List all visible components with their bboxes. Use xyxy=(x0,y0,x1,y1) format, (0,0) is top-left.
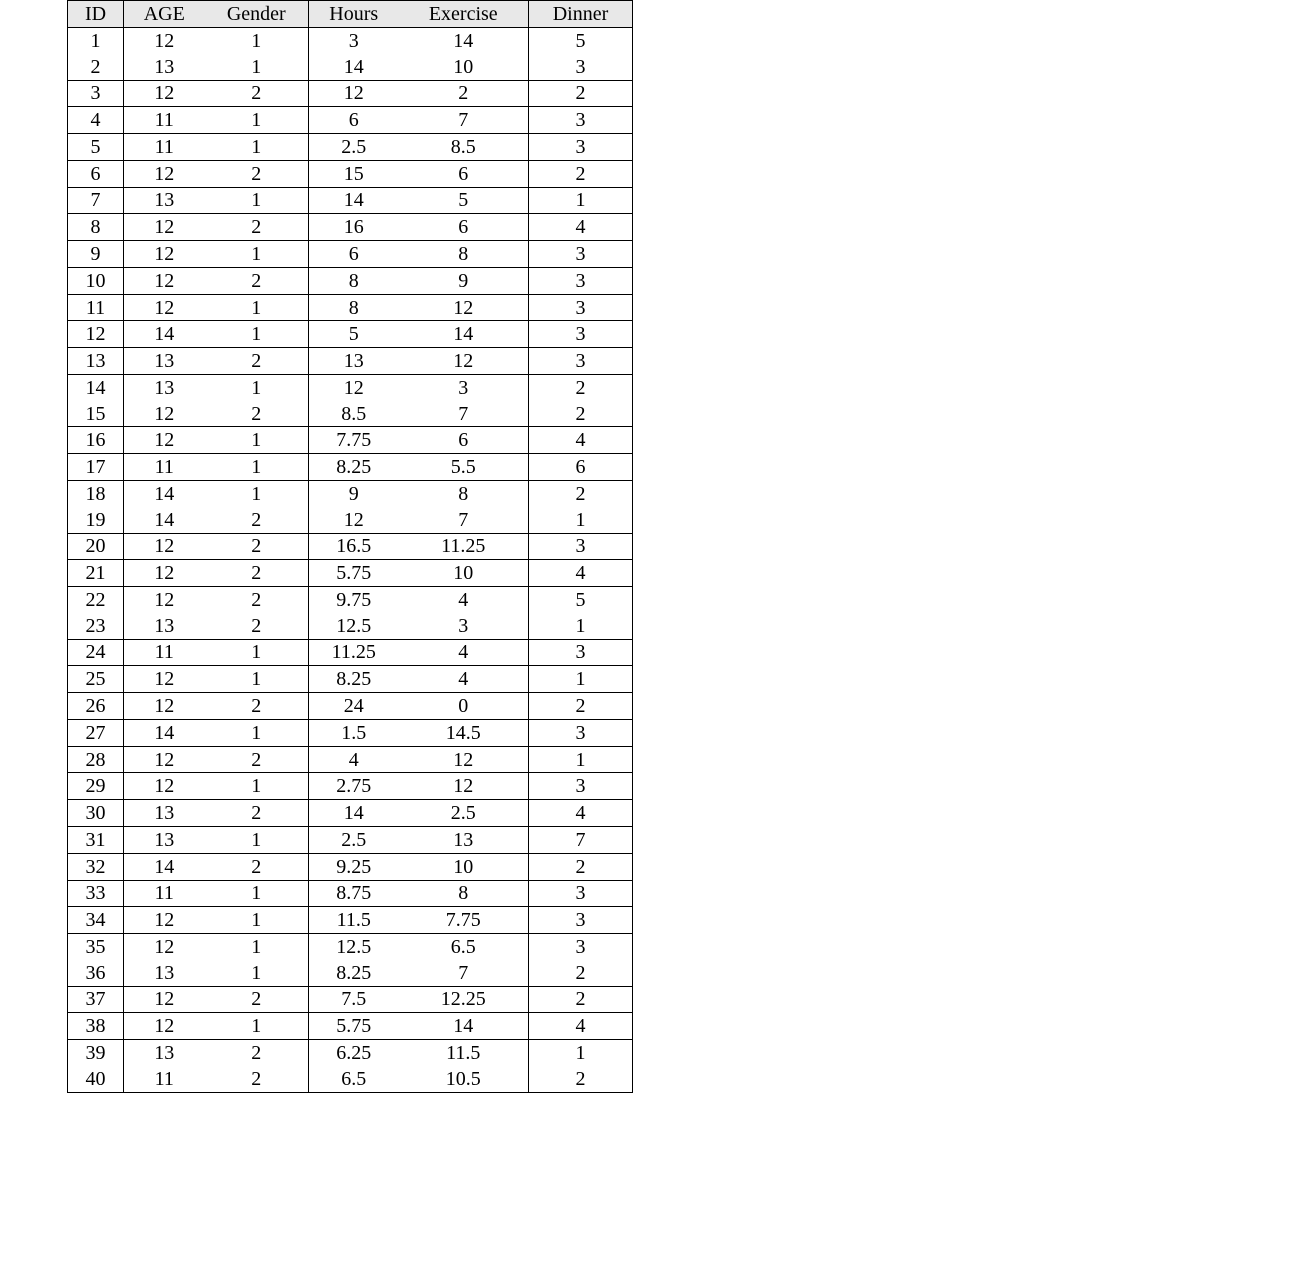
data-table xyxy=(67,0,633,1093)
cell-gender: 2 xyxy=(205,986,309,1013)
cell-dinner: 3 xyxy=(529,934,633,960)
cell-hours: 12.5 xyxy=(309,613,399,639)
cell-dinner: 3 xyxy=(529,719,633,746)
cell-gender: 1 xyxy=(205,134,309,161)
cell-exercise: 5.5 xyxy=(399,454,529,481)
cell-age: 14 xyxy=(124,719,205,746)
cell-dinner: 2 xyxy=(529,986,633,1013)
cell-id: 7 xyxy=(68,187,124,214)
table-header xyxy=(68,1,633,28)
cell-hours: 16 xyxy=(309,214,399,241)
cell-exercise: 3 xyxy=(399,613,529,639)
cell-hours: 8.25 xyxy=(309,960,399,986)
cell-id: 33 xyxy=(68,880,124,907)
table-row xyxy=(68,1040,633,1066)
cell-exercise: 14.5 xyxy=(399,719,529,746)
cell-exercise: 10 xyxy=(399,853,529,880)
cell-dinner: 2 xyxy=(529,853,633,880)
cell-dinner: 2 xyxy=(529,1066,633,1092)
table-row xyxy=(68,907,633,934)
cell-gender: 2 xyxy=(205,853,309,880)
cell-age: 12 xyxy=(124,693,205,720)
column-header-hours: Hours xyxy=(309,1,399,28)
cell-exercise: 10 xyxy=(399,560,529,587)
cell-gender: 1 xyxy=(205,294,309,321)
table-row xyxy=(68,481,633,507)
cell-exercise: 6 xyxy=(399,160,529,187)
cell-exercise: 8 xyxy=(399,481,529,507)
cell-age: 14 xyxy=(124,853,205,880)
table-row xyxy=(68,666,633,693)
cell-dinner: 3 xyxy=(529,107,633,134)
cell-hours: 24 xyxy=(309,693,399,720)
table-row xyxy=(68,746,633,773)
cell-exercise: 12.25 xyxy=(399,986,529,1013)
cell-gender: 1 xyxy=(205,719,309,746)
cell-hours: 9.75 xyxy=(336,588,372,611)
cell-dinner: 3 xyxy=(529,267,633,294)
table-row xyxy=(68,294,633,321)
table-row xyxy=(68,800,633,827)
cell-dinner: 3 xyxy=(529,54,633,80)
table-row xyxy=(68,560,633,587)
cell-hours: 2.75 xyxy=(309,773,399,800)
cell-dinner: 2 xyxy=(529,374,633,400)
table-row xyxy=(68,773,633,800)
cell-hours: 9 xyxy=(348,482,359,505)
table-row xyxy=(68,826,633,853)
cell-age: 14 xyxy=(124,507,205,533)
cell-age: 12 xyxy=(124,267,205,294)
table-row xyxy=(68,267,633,294)
cell-hours: 2.5 xyxy=(309,134,399,161)
table-row xyxy=(68,613,633,639)
cell-id: 8 xyxy=(68,214,124,241)
cell-age: 12 xyxy=(154,588,175,611)
table-row xyxy=(68,321,633,348)
cell-hours: 3 xyxy=(348,29,359,52)
cell-dinner: 3 xyxy=(529,639,633,666)
column-header-age: AGE xyxy=(124,1,205,28)
cell-exercise: 7 xyxy=(399,507,529,533)
cell-gender: 1 xyxy=(205,481,309,507)
cell-dinner: 4 xyxy=(529,560,633,587)
cell-gender: 2 xyxy=(205,80,309,107)
cell-gender: 1 xyxy=(205,1013,309,1040)
cell-hours: 11.5 xyxy=(309,907,399,934)
cell-dinner: 4 xyxy=(529,1013,633,1040)
cell-id: 2 xyxy=(68,54,124,80)
cell-hours: 8.5 xyxy=(309,401,399,427)
table-row xyxy=(68,719,633,746)
cell-hours: 4 xyxy=(309,746,399,773)
cell-exercise: 4 xyxy=(399,666,529,693)
cell-gender: 1 xyxy=(205,28,309,54)
cell-hours: 6 xyxy=(309,107,399,134)
table-row xyxy=(68,693,633,720)
cell-exercise: 12 xyxy=(399,773,529,800)
cell-age: 13 xyxy=(124,54,205,80)
cell-id: 18 xyxy=(68,481,124,507)
cell-exercise: 11.5 xyxy=(399,1040,529,1066)
cell-gender: 1 xyxy=(205,639,309,666)
cell-id: 21 xyxy=(68,560,124,587)
cell-id: 1 xyxy=(68,28,124,54)
cell-hours: 5 xyxy=(309,321,399,348)
cell-id: 34 xyxy=(68,907,124,934)
cell-dinner: 5 xyxy=(529,587,633,613)
table-row xyxy=(68,374,633,400)
cell-hours: 13 xyxy=(309,348,399,375)
table-row xyxy=(68,134,633,161)
cell-id: 36 xyxy=(68,960,124,986)
cell-hours: 9.25 xyxy=(309,853,399,880)
cell-dinner: 3 xyxy=(529,241,633,268)
table-row xyxy=(68,454,633,481)
cell-gender: 2 xyxy=(205,800,309,827)
cell-age: 12 xyxy=(124,986,205,1013)
cell-dinner: 1 xyxy=(529,1040,633,1066)
table-body xyxy=(68,28,633,1093)
cell-gender: 1 xyxy=(205,666,309,693)
table-row xyxy=(68,28,633,54)
cell-age: 12 xyxy=(124,773,205,800)
cell-dinner: 3 xyxy=(529,294,633,321)
cell-gender: 2 xyxy=(205,160,309,187)
cell-age: 12 xyxy=(124,560,205,587)
cell-gender: 2 xyxy=(205,348,309,375)
cell-id: 31 xyxy=(68,826,124,853)
table-row xyxy=(68,880,633,907)
table-row xyxy=(68,54,633,80)
table-row xyxy=(68,934,633,960)
cell-exercise: 12 xyxy=(399,348,529,375)
cell-exercise: 0 xyxy=(399,693,529,720)
cell-age: 11 xyxy=(124,639,205,666)
cell-hours: 7.5 xyxy=(309,986,399,1013)
cell-dinner: 3 xyxy=(529,907,633,934)
cell-gender: 2 xyxy=(205,587,309,613)
cell-gender: 1 xyxy=(205,907,309,934)
cell-hours: 6.5 xyxy=(309,1066,399,1092)
cell-exercise: 12 xyxy=(399,294,529,321)
table-row xyxy=(68,187,633,214)
cell-id: 27 xyxy=(68,719,124,746)
table-row xyxy=(68,214,633,241)
cell-gender: 2 xyxy=(205,1040,309,1066)
cell-id: 35 xyxy=(68,934,124,960)
cell-id: 28 xyxy=(68,746,124,773)
cell-age: 13 xyxy=(124,187,205,214)
cell-age: 11 xyxy=(124,107,205,134)
cell-age: 12 xyxy=(124,160,205,187)
cell-id: 23 xyxy=(68,613,124,639)
cell-gender: 1 xyxy=(205,187,309,214)
cell-dinner: 2 xyxy=(529,481,633,507)
cell-id: 5 xyxy=(68,134,124,161)
table-row xyxy=(68,1013,633,1040)
cell-id: 37 xyxy=(68,986,124,1013)
table-row xyxy=(68,241,633,268)
cell-hours: 11.25 xyxy=(309,639,399,666)
header-row xyxy=(68,1,633,28)
cell-id: 3 xyxy=(68,80,124,107)
cell-age: 11 xyxy=(124,454,205,481)
cell-exercise: 14 xyxy=(399,1013,529,1040)
cell-age: 14 xyxy=(154,482,175,505)
cell-dinner: 7 xyxy=(529,826,633,853)
cell-age: 13 xyxy=(124,348,205,375)
cell-id: 39 xyxy=(68,1040,124,1066)
cell-hours: 12 xyxy=(343,376,364,399)
cell-hours: 6.25 xyxy=(336,1041,372,1064)
cell-exercise: 6 xyxy=(399,427,529,454)
table-row xyxy=(68,639,633,666)
column-header-exercise: Exercise xyxy=(399,1,529,28)
cell-exercise: 7 xyxy=(399,401,529,427)
table-row xyxy=(68,960,633,986)
cell-exercise: 2.5 xyxy=(399,800,529,827)
cell-age: 12 xyxy=(124,427,205,454)
cell-hours: 2.5 xyxy=(309,826,399,853)
cell-dinner: 3 xyxy=(529,773,633,800)
cell-hours: 8.75 xyxy=(309,880,399,907)
cell-exercise: 4 xyxy=(399,587,529,613)
cell-dinner: 6 xyxy=(529,454,633,481)
table-row xyxy=(68,80,633,107)
cell-hours: 8.25 xyxy=(309,454,399,481)
cell-age: 12 xyxy=(124,666,205,693)
cell-gender: 2 xyxy=(205,267,309,294)
cell-age: 12 xyxy=(124,746,205,773)
table-row xyxy=(68,533,633,560)
cell-hours: 14 xyxy=(309,54,399,80)
cell-hours: 8.25 xyxy=(309,666,399,693)
cell-exercise: 4 xyxy=(399,639,529,666)
cell-exercise: 6.5 xyxy=(399,934,529,960)
cell-id: 38 xyxy=(68,1013,124,1040)
cell-exercise: 7 xyxy=(399,960,529,986)
cell-gender: 1 xyxy=(205,374,309,400)
cell-age: 12 xyxy=(124,80,205,107)
cell-exercise: 14 xyxy=(399,321,529,348)
table-row xyxy=(68,507,633,533)
cell-gender: 1 xyxy=(205,54,309,80)
cell-gender: 2 xyxy=(205,214,309,241)
table-row xyxy=(68,401,633,427)
cell-gender: 2 xyxy=(205,507,309,533)
cell-id: 9 xyxy=(68,241,124,268)
cell-gender: 2 xyxy=(205,560,309,587)
cell-id: 14 xyxy=(68,374,124,400)
cell-hours: 16.5 xyxy=(309,533,399,560)
cell-id: 40 xyxy=(68,1066,124,1092)
cell-dinner: 4 xyxy=(529,427,633,454)
cell-dinner: 1 xyxy=(529,507,633,533)
table-row xyxy=(68,107,633,134)
cell-id: 12 xyxy=(68,321,124,348)
cell-exercise: 2 xyxy=(399,80,529,107)
cell-hours: 5.75 xyxy=(309,560,399,587)
cell-gender: 2 xyxy=(205,533,309,560)
cell-id: 32 xyxy=(68,853,124,880)
cell-id: 19 xyxy=(68,507,124,533)
cell-age: 13 xyxy=(124,826,205,853)
cell-age: 11 xyxy=(124,134,205,161)
cell-gender: 1 xyxy=(205,427,309,454)
cell-dinner: 4 xyxy=(529,800,633,827)
cell-dinner: 1 xyxy=(529,613,633,639)
cell-age: 13 xyxy=(124,960,205,986)
cell-gender: 1 xyxy=(205,880,309,907)
cell-exercise: 9 xyxy=(399,267,529,294)
cell-gender: 1 xyxy=(205,107,309,134)
column-header-dinner: Dinner xyxy=(529,1,633,28)
cell-exercise: 5 xyxy=(399,187,529,214)
cell-exercise: 7.75 xyxy=(399,907,529,934)
cell-hours: 12 xyxy=(309,80,399,107)
cell-hours: 14 xyxy=(309,800,399,827)
cell-hours: 6 xyxy=(309,241,399,268)
cell-id: 20 xyxy=(68,533,124,560)
cell-id: 24 xyxy=(68,639,124,666)
cell-exercise: 7 xyxy=(399,107,529,134)
cell-hours: 14 xyxy=(309,187,399,214)
table-row xyxy=(68,587,633,613)
cell-hours: 12.5 xyxy=(336,935,372,958)
cell-id: 13 xyxy=(68,348,124,375)
cell-id: 30 xyxy=(68,800,124,827)
cell-age: 12 xyxy=(124,401,205,427)
cell-hours: 5.75 xyxy=(309,1013,399,1040)
cell-exercise: 14 xyxy=(399,28,529,54)
cell-age: 12 xyxy=(124,907,205,934)
cell-id: 4 xyxy=(68,107,124,134)
cell-gender: 2 xyxy=(205,693,309,720)
column-header-gender: Gender xyxy=(205,1,309,28)
cell-age: 12 xyxy=(124,1013,205,1040)
cell-gender: 1 xyxy=(205,826,309,853)
cell-gender: 2 xyxy=(205,1066,309,1092)
cell-id: 10 xyxy=(68,267,124,294)
cell-age: 12 xyxy=(124,533,205,560)
cell-dinner: 3 xyxy=(529,321,633,348)
cell-dinner: 3 xyxy=(529,348,633,375)
cell-exercise: 13 xyxy=(399,826,529,853)
cell-age: 14 xyxy=(124,321,205,348)
cell-exercise: 10.5 xyxy=(399,1066,529,1092)
cell-dinner: 3 xyxy=(529,134,633,161)
cell-dinner: 3 xyxy=(529,880,633,907)
cell-age: 13 xyxy=(124,800,205,827)
cell-gender: 1 xyxy=(205,321,309,348)
cell-gender: 1 xyxy=(205,934,309,960)
cell-exercise: 10 xyxy=(399,54,529,80)
cell-exercise: 8.5 xyxy=(399,134,529,161)
cell-exercise: 6 xyxy=(399,214,529,241)
table-row xyxy=(68,427,633,454)
cell-age: 12 xyxy=(124,241,205,268)
cell-hours: 15 xyxy=(309,160,399,187)
cell-gender: 2 xyxy=(205,613,309,639)
cell-age: 12 xyxy=(124,214,205,241)
cell-age: 13 xyxy=(154,376,175,399)
cell-id: 25 xyxy=(68,666,124,693)
cell-dinner: 2 xyxy=(529,693,633,720)
cell-dinner: 1 xyxy=(529,666,633,693)
cell-gender: 1 xyxy=(205,241,309,268)
cell-id: 26 xyxy=(68,693,124,720)
table-row xyxy=(68,853,633,880)
cell-age: 13 xyxy=(124,613,205,639)
cell-hours: 8 xyxy=(309,294,399,321)
cell-dinner: 5 xyxy=(529,28,633,54)
cell-id: 22 xyxy=(68,587,124,613)
table-row xyxy=(68,1066,633,1092)
cell-hours: 12 xyxy=(309,507,399,533)
cell-id: 16 xyxy=(68,427,124,454)
cell-dinner: 2 xyxy=(529,80,633,107)
cell-dinner: 2 xyxy=(529,160,633,187)
cell-exercise: 3 xyxy=(399,374,529,400)
cell-id: 6 xyxy=(68,160,124,187)
cell-dinner: 1 xyxy=(529,746,633,773)
cell-hours: 8 xyxy=(309,267,399,294)
cell-age: 12 xyxy=(154,935,175,958)
cell-hours: 1.5 xyxy=(309,719,399,746)
cell-age: 11 xyxy=(124,880,205,907)
cell-exercise: 11.25 xyxy=(399,533,529,560)
cell-dinner: 3 xyxy=(529,533,633,560)
cell-exercise: 8 xyxy=(399,880,529,907)
cell-id: 15 xyxy=(68,401,124,427)
cell-age: 12 xyxy=(124,294,205,321)
table-row xyxy=(68,986,633,1013)
column-header-id: ID xyxy=(68,1,124,28)
cell-gender: 2 xyxy=(205,401,309,427)
cell-gender: 1 xyxy=(205,960,309,986)
cell-dinner: 2 xyxy=(529,401,633,427)
table-row xyxy=(68,160,633,187)
table-row xyxy=(68,348,633,375)
cell-exercise: 8 xyxy=(399,241,529,268)
cell-id: 11 xyxy=(68,294,124,321)
cell-id: 29 xyxy=(68,773,124,800)
cell-age: 12 xyxy=(154,29,175,52)
cell-gender: 1 xyxy=(205,773,309,800)
cell-age: 13 xyxy=(154,1041,175,1064)
cell-gender: 1 xyxy=(205,454,309,481)
cell-gender: 2 xyxy=(205,746,309,773)
cell-id: 17 xyxy=(68,454,124,481)
cell-hours: 7.75 xyxy=(309,427,399,454)
cell-dinner: 2 xyxy=(529,960,633,986)
cell-dinner: 1 xyxy=(529,187,633,214)
cell-exercise: 12 xyxy=(399,746,529,773)
cell-dinner: 4 xyxy=(529,214,633,241)
cell-age: 11 xyxy=(124,1066,205,1092)
